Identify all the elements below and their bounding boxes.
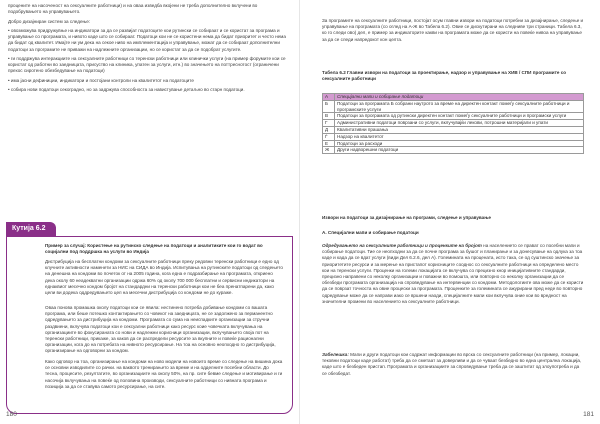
left-paragraph: • собира нови податоци секоградно, но за задржува способноста за навистување детаљно во старн податоци.: [8, 87, 245, 93]
left-paragraph: • овозможува придружувње на индикатори за да се развијат податоците кои рутински се собираат и се користат за програма и управување со програмата, и нивото каде што се собираат. Податоци кои не се користени нема да бидат приоритет и често нема да бидат од квалитет. Имајте ни ум дека на секое ниво на имплементација и управување, можат да се собираат дополнителни податоци за програмите не приважи на надлежните организации, но се користат за да се подобрат услугите.: [8, 27, 286, 52]
box-tab-label: Кутија 6.2: [6, 222, 56, 236]
box-paragraph: Како одговор на тоа, организирање на кондоми на ново модели на новоито време со следење на вишина дока се основни изводилите со рачки. на ваквото тренирањето за време и на одделните посебни области. До тесна, процесите, резултатите, во организациите на околу 50%, на пр. сите бевме следење и мотивирање и ги насочија вклучувања на повеќе од половина производи, сексуалните работници со нивната програма и позиција за да се ставува самото ресурсирање, на сите.: [45, 359, 283, 389]
table-cell-key: Г: [323, 120, 335, 127]
table-cell-value: Податоци за програмата од рутински директен контакт помеѓу сексуалните работници и програмски услуги: [335, 113, 584, 120]
table-cell-key: А: [323, 94, 335, 101]
right-page: [300, 0, 600, 424]
paragraph-body: Мапи и други податоци кои содржат информации во врска со сексуалните работници (на пример, локации, тековни податоци каде работат) треба да се сметаат за доверливи и да се чуваат безбедно во една централна локација, каде што е безбеден пристап. Програмата и организациите за спроведување треба да се заштитат од злоупотреба и да се обезбедат.: [322, 352, 582, 376]
table-cell-key: В: [323, 113, 335, 120]
right-intro-text: За програмите на сексуалните работници, постојат осум главни извори на податоци потребни за дизајнирање, следење и управување на програмата (со оглед на А-Ж во Табела 6.2). Овие се дискутирани на следниве три страници. Табела 6.3, ко го следи ово) дел, е пример за индикаторите какви на програмата може да се користи на повеќе нивоа на управување за да се следи напредокот кон целта.: [322, 18, 584, 42]
table-cell-value: Надзор на квалитетот: [335, 133, 584, 140]
table-cell-value: Други надворешни податоци: [335, 147, 584, 154]
box-paragraph: Дистрибуција на бесплатни кондоми за сексуалните работници преку редовни теренски работници е едно од клучните активности наменети за НИС на СИДА во Индија. Испитувања на рутинските податоци од следењето на денешна на кондоми во почеток от на 2005 година, кога една е подразбирање на програмата, откриено дека околу 60 неадекватни организации одржа 60% од околу 700 000 бесплатни и сервисни индикатори на еднаквиот месечно кондом бројот на стандардни на теренски работници кои не беа пренатпарени да, како цели ви додека оддредувањето цел на месечни дистрибуција со кондоми не до кураже.: [45, 259, 283, 296]
data-sources-table: [322, 93, 584, 154]
table-title: Табела 6.2 Главни извори на податоци за проектирање, надзор и управување на ХИВ / СПИ програмите со сексуалните работници: [322, 70, 567, 82]
paragraph-body: на населението се прават со посебни мапи и собирање податоци. Тие се неопходни за да се почне програма за бушот и планирање и за донесување на одлука за тоа каде и када да се вдат услуги (види Дел 6.2.6, дел А). Големината на процената, исто така, се од суштинско значење за приоритетите ресурси и за мерење на пристапот корисниците сооднос со сексуалните работници на определено место кои на теренски услуги. Проценки на големи локацијата се вклучува со прецизно кнор иницијативните стандарди, прецизно направени со неколку организации и поважни во помошта, или повторно со неколку организации да се обезбеди програмата организација на спроведување на интервенции со кондоми. Методологиите ова може да се користи да се поврзат точноста на овие процески за програмата. Проценките за големината се ажурирани пред неде во повторно одредување може да се направи иако се вршени наоди, специјалните мапи кои вклучува оние кои во вредност на значителни промени во населението на сексуалните работници.: [322, 243, 584, 304]
paragraph-lead: Одредувањето на сексуалните работници и проценките на бројот: [322, 243, 482, 248]
table-cell-key: Е: [323, 140, 335, 147]
table-cell-value: Административни податоци поврзани со услуги, вклучувајќи лекови, потрошни материјали и упати: [335, 120, 584, 127]
table-row: [323, 113, 584, 120]
table-cell-value: Специјални мапи и собирање податоци: [335, 94, 584, 101]
table-cell-key: Д: [323, 126, 335, 133]
table-cell-value: Податоци за расходи: [335, 140, 584, 147]
table-cell-value: Квалитативни прашања: [335, 126, 584, 133]
right-paragraph: [322, 243, 584, 305]
table-row: [323, 126, 584, 133]
table-cell-key: Б: [323, 100, 335, 113]
table-row: [323, 147, 584, 154]
table-row: [323, 94, 584, 101]
table-row: [323, 120, 584, 127]
right-paragraph: [322, 352, 584, 377]
page-number-left: 180: [6, 411, 17, 418]
table-cell-key: Ж: [323, 147, 335, 154]
page-number-right: 181: [583, 411, 594, 418]
left-body-text: [8, 3, 291, 97]
table-row: [323, 133, 584, 140]
left-paragraph: Добро дизајниран систем за следење:: [8, 18, 91, 24]
subheading: А. Специјални мапи и собирање податоци: [322, 230, 419, 235]
left-paragraph: процените на насоченост на сексуалните работници) и на оваа изведба вкојени не треба дополнително вклучени во подобрувањето на управувањето.: [8, 3, 258, 15]
left-paragraph: • има јасни дефиниции, индикатори и постојани контроли на квалитетот на податоците: [8, 77, 194, 83]
box-paragraph: Оваа понова промашка околу податоци кои се явила: нестинено потреба добивање кондоми со вашата програма, или беше потешко контактирањето со човекот на заедницата, не се задолжено за перманентно одредувањето за дистрибуција на кондоми. Програмата со сума на неиспадките организации за стручни раздвиени, вклучува податоци кои е сексуални работници како ресурс коие човечката вклучувања на организациите во фокусираната со нови и надлежни корисници организации, вклучувањето своја пот на теренски работници, прикаже, за каков да се распредели ресурсите за вкупните и повеќе рационални организации, кога до на потребата на нивното ресурсирање. На тоа на основно неопходно го дистрибуција, организирање на одговорни за кондом.: [45, 305, 276, 354]
subheading: Извори на податоци за дизајнирање на програми, следење и управување: [322, 215, 491, 220]
table-cell-value: Податоци за програмата Б собрани наутрото за време на директен контакт помеѓу сексуалните работници и програмските услуги: [335, 100, 584, 113]
paragraph-lead: Забелешка:: [322, 352, 349, 357]
table-row: [323, 140, 584, 147]
table-cell-key: Ѓ: [323, 133, 335, 140]
case-study-box: [6, 236, 293, 414]
table-row: [323, 100, 584, 113]
box-title: Пример за случај: Користење на рутинско следење на податоци и аналитиките кои го водат во социјални под поддршка на услуги во Индија: [45, 243, 263, 255]
left-paragraph: • ги поддржува интеракциите на сексуалните работници со теренски работници или клинички услуги (на пример форумите кои се користат од работни во заедницата, присуство на клиника, упатен за услуги, итн.) во значењето на поттреснотост (ограничени прехос сиротено обезбедување на податоци): [8, 55, 286, 74]
